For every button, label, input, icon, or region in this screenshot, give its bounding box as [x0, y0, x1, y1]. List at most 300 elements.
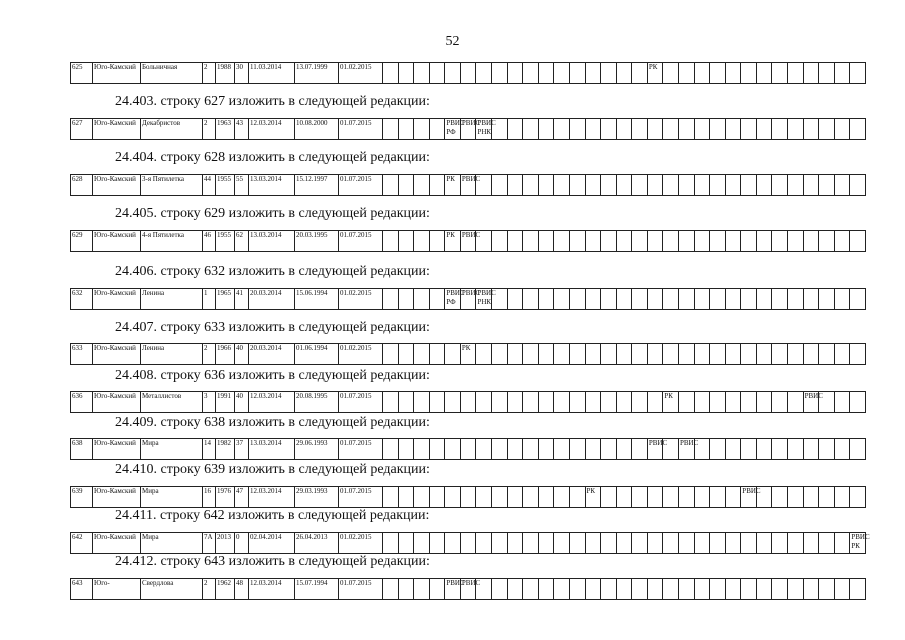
table-row — [70, 174, 866, 196]
empty-cell — [694, 63, 710, 84]
date3-cell: 01.02.2015 — [339, 63, 383, 84]
empty-cell — [554, 175, 570, 196]
empty-cell — [834, 63, 850, 84]
mark-cell: РВИС РФ — [445, 119, 461, 140]
empty-cell — [725, 533, 741, 554]
count-cell: 41 — [235, 289, 249, 310]
year-cell: 1976 — [216, 487, 235, 508]
empty-cell — [850, 289, 866, 310]
empty-cell — [398, 231, 414, 252]
empty-cell — [523, 579, 539, 600]
empty-cell — [819, 63, 835, 84]
empty-cell — [741, 392, 757, 413]
date1-cell: 12.03.2014 — [249, 392, 295, 413]
empty-cell — [429, 63, 445, 84]
date1-cell: 13.03.2014 — [249, 439, 295, 460]
empty-cell — [694, 579, 710, 600]
empty-cell — [678, 533, 694, 554]
empty-cell — [678, 392, 694, 413]
empty-cell — [725, 289, 741, 310]
empty-cell — [647, 392, 663, 413]
empty-cell — [694, 175, 710, 196]
empty-cell — [710, 231, 726, 252]
empty-cell — [725, 344, 741, 365]
empty-cell — [554, 392, 570, 413]
empty-cell — [414, 175, 430, 196]
empty-cell — [803, 487, 819, 508]
row-number: 633 — [71, 344, 93, 365]
empty-cell — [678, 63, 694, 84]
empty-cell — [834, 289, 850, 310]
mark-cell: РВИС — [460, 579, 476, 600]
empty-cell — [678, 344, 694, 365]
empty-cell — [538, 439, 554, 460]
empty-cell — [601, 175, 617, 196]
street-cell: Мира — [141, 487, 203, 508]
empty-cell — [507, 344, 523, 365]
mark-cell: РК — [647, 63, 663, 84]
empty-cell — [569, 175, 585, 196]
empty-cell — [803, 344, 819, 365]
empty-cell — [507, 289, 523, 310]
empty-cell — [647, 533, 663, 554]
empty-cell — [616, 579, 632, 600]
empty-cell — [492, 533, 508, 554]
empty-cell — [569, 439, 585, 460]
empty-cell — [756, 175, 772, 196]
year-cell: 1966 — [216, 344, 235, 365]
empty-cell — [819, 487, 835, 508]
date2-cell: 15.06.1994 — [295, 289, 339, 310]
empty-cell — [414, 579, 430, 600]
empty-cell — [819, 439, 835, 460]
empty-cell — [788, 487, 804, 508]
empty-cell — [850, 344, 866, 365]
empty-cell — [429, 119, 445, 140]
empty-cell — [429, 487, 445, 508]
empty-cell — [445, 487, 461, 508]
empty-cell — [678, 175, 694, 196]
year-cell: 1955 — [216, 231, 235, 252]
empty-cell — [460, 487, 476, 508]
empty-cell — [756, 533, 772, 554]
mark-cell: РВИС — [803, 392, 819, 413]
table-row — [70, 288, 866, 310]
empty-cell — [523, 533, 539, 554]
city-cell: Юго-Камский — [93, 63, 141, 84]
empty-cell — [772, 487, 788, 508]
amendment-heading: 24.408. строку 636 изложить в следующей редакции: — [115, 368, 430, 383]
mark-cell: РВИС — [460, 119, 476, 140]
empty-cell — [741, 533, 757, 554]
empty-cell — [398, 487, 414, 508]
empty-cell — [803, 289, 819, 310]
empty-cell — [632, 119, 648, 140]
empty-cell — [523, 392, 539, 413]
empty-cell — [601, 439, 617, 460]
empty-cell — [725, 63, 741, 84]
mark-cell: РВИС — [741, 487, 757, 508]
mark-cell: РВИС — [460, 231, 476, 252]
table-row — [70, 230, 866, 252]
empty-cell — [834, 392, 850, 413]
empty-cell — [398, 175, 414, 196]
empty-cell — [834, 487, 850, 508]
street-cell: Мира — [141, 439, 203, 460]
date3-cell: 01.07.2015 — [339, 231, 383, 252]
year-cell: 1965 — [216, 289, 235, 310]
empty-cell — [601, 119, 617, 140]
count-cell: 0 — [235, 533, 249, 554]
row-number: 632 — [71, 289, 93, 310]
empty-cell — [772, 392, 788, 413]
table-row — [70, 438, 866, 460]
empty-cell — [834, 119, 850, 140]
empty-cell — [710, 289, 726, 310]
empty-cell — [788, 579, 804, 600]
empty-cell — [383, 392, 399, 413]
empty-cell — [554, 439, 570, 460]
date1-cell: 20.03.2014 — [249, 344, 295, 365]
empty-cell — [398, 63, 414, 84]
empty-cell — [492, 392, 508, 413]
date3-cell: 01.07.2015 — [339, 392, 383, 413]
amendment-heading: 24.404. строку 628 изложить в следующей редакции: — [115, 150, 430, 165]
empty-cell — [507, 231, 523, 252]
empty-cell — [429, 231, 445, 252]
empty-cell — [788, 439, 804, 460]
empty-cell — [554, 119, 570, 140]
empty-cell — [694, 487, 710, 508]
empty-cell — [398, 119, 414, 140]
empty-cell — [429, 289, 445, 310]
date2-cell: 13.07.1999 — [295, 63, 339, 84]
empty-cell — [632, 579, 648, 600]
empty-cell — [678, 231, 694, 252]
empty-cell — [819, 533, 835, 554]
empty-cell — [601, 579, 617, 600]
year-cell: 1963 — [216, 119, 235, 140]
house-cell: 7А — [203, 533, 216, 554]
empty-cell — [741, 579, 757, 600]
empty-cell — [538, 344, 554, 365]
empty-cell — [398, 439, 414, 460]
empty-cell — [492, 439, 508, 460]
empty-cell — [616, 344, 632, 365]
empty-cell — [492, 63, 508, 84]
empty-cell — [819, 344, 835, 365]
row-number: 642 — [71, 533, 93, 554]
empty-cell — [445, 344, 461, 365]
street-cell: Больничная — [141, 63, 203, 84]
empty-cell — [538, 231, 554, 252]
empty-cell — [756, 231, 772, 252]
empty-cell — [647, 487, 663, 508]
empty-cell — [647, 579, 663, 600]
empty-cell — [694, 231, 710, 252]
mark-cell: РВИС РК — [850, 533, 866, 554]
empty-cell — [554, 579, 570, 600]
empty-cell — [414, 63, 430, 84]
empty-cell — [850, 579, 866, 600]
empty-cell — [585, 579, 601, 600]
empty-cell — [476, 439, 492, 460]
date1-cell: 13.03.2014 — [249, 231, 295, 252]
empty-cell — [756, 439, 772, 460]
empty-cell — [725, 487, 741, 508]
year-cell: 1955 — [216, 175, 235, 196]
city-cell: Юго-Камский — [93, 533, 141, 554]
table-row — [70, 578, 866, 600]
empty-cell — [788, 344, 804, 365]
date2-cell: 15.07.1994 — [295, 579, 339, 600]
empty-cell — [803, 119, 819, 140]
empty-cell — [383, 175, 399, 196]
empty-cell — [492, 579, 508, 600]
empty-cell — [569, 579, 585, 600]
amendment-heading: 24.409. строку 638 изложить в следующей редакции: — [115, 415, 430, 430]
empty-cell — [429, 175, 445, 196]
empty-cell — [585, 439, 601, 460]
year-cell: 2013 — [216, 533, 235, 554]
empty-cell — [834, 579, 850, 600]
empty-cell — [429, 344, 445, 365]
empty-cell — [554, 344, 570, 365]
empty-cell — [523, 344, 539, 365]
empty-cell — [647, 344, 663, 365]
empty-cell — [725, 579, 741, 600]
empty-cell — [383, 231, 399, 252]
empty-cell — [663, 231, 679, 252]
date2-cell: 15.12.1997 — [295, 175, 339, 196]
count-cell: 47 — [235, 487, 249, 508]
empty-cell — [476, 344, 492, 365]
date3-cell: 01.07.2015 — [339, 579, 383, 600]
city-cell: Юго-Камский — [93, 487, 141, 508]
date2-cell: 20.08.1995 — [295, 392, 339, 413]
empty-cell — [632, 533, 648, 554]
empty-cell — [523, 231, 539, 252]
street-cell: 4-я Пятилетка — [141, 231, 203, 252]
date2-cell: 26.04.2013 — [295, 533, 339, 554]
empty-cell — [803, 579, 819, 600]
empty-cell — [772, 119, 788, 140]
empty-cell — [803, 439, 819, 460]
empty-cell — [616, 533, 632, 554]
street-cell: Металлистов — [141, 392, 203, 413]
empty-cell — [788, 289, 804, 310]
empty-cell — [772, 289, 788, 310]
empty-cell — [383, 289, 399, 310]
empty-cell — [429, 392, 445, 413]
date1-cell: 12.03.2014 — [249, 487, 295, 508]
empty-cell — [383, 533, 399, 554]
empty-cell — [429, 439, 445, 460]
empty-cell — [414, 344, 430, 365]
empty-cell — [476, 392, 492, 413]
table-row — [70, 532, 870, 554]
empty-cell — [663, 289, 679, 310]
empty-cell — [492, 344, 508, 365]
city-cell: Юго-Камский — [93, 175, 141, 196]
empty-cell — [788, 63, 804, 84]
date3-cell: 01.07.2015 — [339, 439, 383, 460]
count-cell: 48 — [235, 579, 249, 600]
empty-cell — [569, 533, 585, 554]
amendment-heading: 24.407. строку 633 изложить в следующей редакции: — [115, 320, 430, 335]
house-cell: 16 — [203, 487, 216, 508]
empty-cell — [647, 289, 663, 310]
amendment-heading: 24.403. строку 627 изложить в следующей редакции: — [115, 94, 430, 109]
street-cell: Декабристов — [141, 119, 203, 140]
empty-cell — [554, 487, 570, 508]
empty-cell — [710, 175, 726, 196]
empty-cell — [663, 119, 679, 140]
empty-cell — [850, 487, 866, 508]
empty-cell — [725, 439, 741, 460]
date3-cell: 01.07.2015 — [339, 175, 383, 196]
house-cell: 2 — [203, 344, 216, 365]
table-row — [70, 62, 866, 84]
empty-cell — [414, 439, 430, 460]
house-cell: 46 — [203, 231, 216, 252]
mark-cell: РК — [663, 392, 679, 413]
empty-cell — [554, 231, 570, 252]
empty-cell — [663, 63, 679, 84]
empty-cell — [383, 119, 399, 140]
empty-cell — [460, 392, 476, 413]
empty-cell — [554, 63, 570, 84]
empty-cell — [710, 119, 726, 140]
date3-cell: 01.07.2015 — [339, 487, 383, 508]
empty-cell — [756, 289, 772, 310]
empty-cell — [710, 63, 726, 84]
empty-cell — [616, 487, 632, 508]
empty-cell — [741, 119, 757, 140]
date3-cell: 01.02.2015 — [339, 344, 383, 365]
amendment-heading: 24.410. строку 639 изложить в следующей редакции: — [115, 462, 430, 477]
empty-cell — [507, 579, 523, 600]
empty-cell — [632, 439, 648, 460]
empty-cell — [647, 119, 663, 140]
city-cell: Юго-Камский — [93, 231, 141, 252]
empty-cell — [383, 487, 399, 508]
row-number: 636 — [71, 392, 93, 413]
empty-cell — [601, 231, 617, 252]
empty-cell — [725, 392, 741, 413]
empty-cell — [601, 533, 617, 554]
empty-cell — [850, 392, 866, 413]
empty-cell — [585, 63, 601, 84]
empty-cell — [601, 392, 617, 413]
empty-cell — [803, 63, 819, 84]
amendment-heading: 24.411. строку 642 изложить в следующей редакции: — [115, 508, 430, 523]
city-cell: Юго-Камский — [93, 289, 141, 310]
empty-cell — [834, 439, 850, 460]
amendment-heading: 24.412. строку 643 изложить в следующей редакции: — [115, 554, 430, 569]
empty-cell — [632, 487, 648, 508]
table-row — [70, 118, 866, 140]
empty-cell — [538, 289, 554, 310]
empty-cell — [476, 487, 492, 508]
empty-cell — [523, 63, 539, 84]
empty-cell — [616, 289, 632, 310]
empty-cell — [710, 439, 726, 460]
empty-cell — [538, 175, 554, 196]
city-cell: Юго-Камский — [93, 392, 141, 413]
amendment-heading: 24.405. строку 629 изложить в следующей редакции: — [115, 206, 430, 221]
row-number: 627 — [71, 119, 93, 140]
house-cell: 14 — [203, 439, 216, 460]
date1-cell: 11.03.2014 — [249, 63, 295, 84]
empty-cell — [445, 392, 461, 413]
row-number: 625 — [71, 63, 93, 84]
empty-cell — [756, 344, 772, 365]
empty-cell — [803, 175, 819, 196]
empty-cell — [569, 392, 585, 413]
empty-cell — [819, 119, 835, 140]
empty-cell — [678, 579, 694, 600]
empty-cell — [554, 533, 570, 554]
empty-cell — [507, 175, 523, 196]
street-cell: Ленина — [141, 289, 203, 310]
empty-cell — [788, 119, 804, 140]
row-number: 643 — [71, 579, 93, 600]
empty-cell — [772, 579, 788, 600]
empty-cell — [647, 231, 663, 252]
house-cell: 2 — [203, 63, 216, 84]
empty-cell — [601, 63, 617, 84]
empty-cell — [710, 392, 726, 413]
house-cell: 3 — [203, 392, 216, 413]
mark-cell: РК — [585, 487, 601, 508]
empty-cell — [741, 63, 757, 84]
empty-cell — [741, 344, 757, 365]
empty-cell — [741, 231, 757, 252]
empty-cell — [569, 344, 585, 365]
date3-cell: 01.02.2015 — [339, 289, 383, 310]
empty-cell — [569, 231, 585, 252]
empty-cell — [429, 579, 445, 600]
mark-cell: РВИС — [647, 439, 663, 460]
mark-cell: РК — [460, 344, 476, 365]
empty-cell — [585, 392, 601, 413]
page-number: 52 — [445, 34, 460, 49]
empty-cell — [694, 289, 710, 310]
empty-cell — [460, 63, 476, 84]
mark-cell: РК — [445, 175, 461, 196]
date2-cell: 10.08.2000 — [295, 119, 339, 140]
date2-cell: 20.03.1995 — [295, 231, 339, 252]
empty-cell — [663, 579, 679, 600]
empty-cell — [445, 439, 461, 460]
empty-cell — [398, 392, 414, 413]
empty-cell — [383, 439, 399, 460]
empty-cell — [523, 175, 539, 196]
empty-cell — [601, 344, 617, 365]
mark-cell: РВИС РНК — [476, 119, 492, 140]
empty-cell — [585, 175, 601, 196]
empty-cell — [663, 533, 679, 554]
empty-cell — [616, 392, 632, 413]
empty-cell — [663, 175, 679, 196]
row-number: 638 — [71, 439, 93, 460]
empty-cell — [741, 289, 757, 310]
empty-cell — [772, 231, 788, 252]
empty-cell — [414, 533, 430, 554]
count-cell: 40 — [235, 344, 249, 365]
empty-cell — [383, 579, 399, 600]
